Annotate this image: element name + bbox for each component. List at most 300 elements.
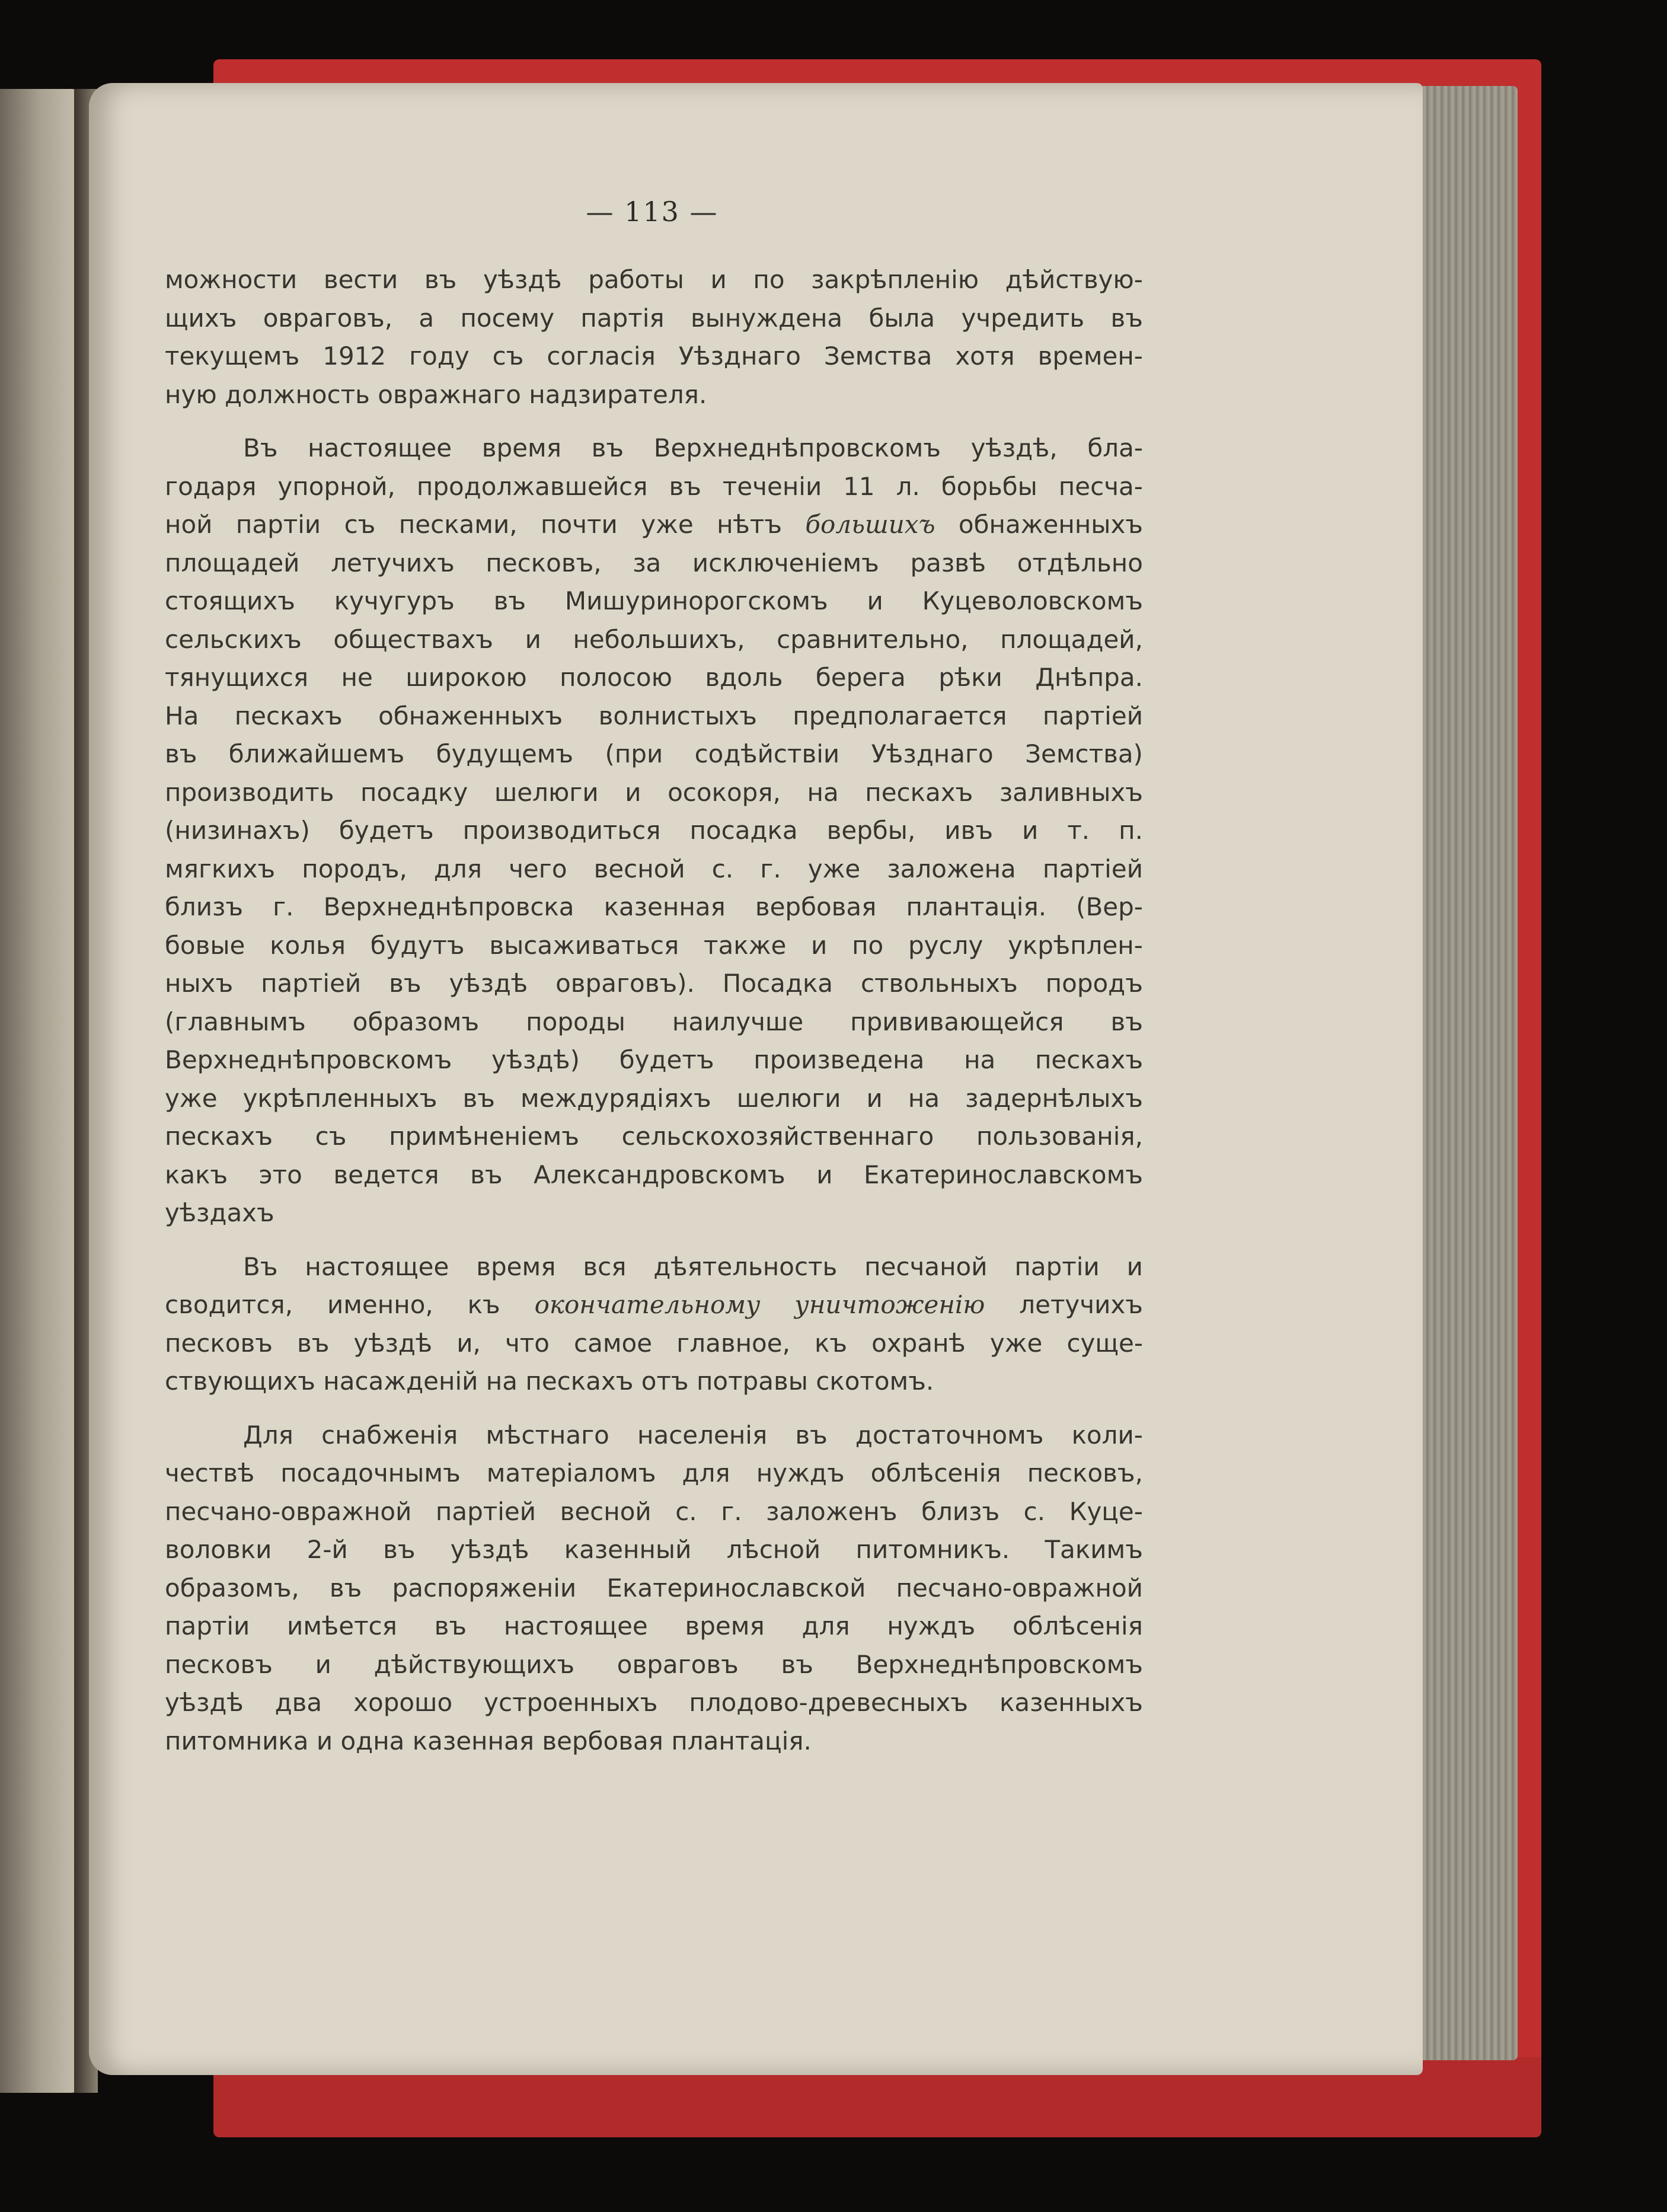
word: укрѣпленныхъ [242, 1083, 437, 1113]
word: Верхнеднѣпровскомъ [653, 433, 941, 462]
text-line [165, 774, 1143, 812]
word: для [801, 1611, 850, 1640]
word: въ [470, 1160, 503, 1189]
word: по [753, 265, 785, 294]
word: 2-й [306, 1535, 348, 1564]
page-text [165, 261, 1143, 1760]
word: волнистыхъ [598, 701, 757, 730]
word: теченіи [722, 471, 822, 501]
word: казенный [564, 1535, 692, 1564]
word: площадей, [1000, 624, 1143, 654]
text-line [165, 582, 1143, 621]
word: будутъ [370, 930, 465, 960]
word: не [341, 663, 373, 692]
word: партія [580, 303, 665, 333]
page-number: — 113 — [586, 196, 718, 228]
word: 11 [843, 471, 875, 501]
word: уѣздахъ [165, 1198, 274, 1227]
word: ствующихъ [165, 1367, 324, 1396]
word: Земства) [1025, 739, 1143, 768]
text-line [165, 1416, 1143, 1455]
word: также [704, 930, 787, 960]
word: песчано-овражной [165, 1496, 412, 1526]
word: тянущихся [165, 663, 309, 692]
word: заложенъ [766, 1496, 898, 1526]
word: песковъ, [1027, 1458, 1143, 1488]
word: Куцеволовскомъ [922, 586, 1143, 615]
word: дѣйствующихъ [373, 1649, 575, 1679]
word: и [525, 624, 541, 654]
word: потравы [696, 1367, 816, 1396]
word: вербы, [826, 816, 916, 845]
word: г. [721, 1496, 742, 1526]
word: уѣздѣ [449, 969, 528, 998]
word: ивъ [944, 816, 994, 845]
word: надзирателя. [529, 379, 707, 409]
word: плодово-древесныхъ [689, 1688, 969, 1717]
word: обнаженныхъ [958, 510, 1143, 539]
text-line [165, 1194, 1143, 1233]
word: хорошо [353, 1688, 453, 1717]
word: лѣсной [726, 1535, 821, 1564]
word: заложена [887, 854, 1016, 883]
word: борьбы [941, 471, 1037, 501]
word: Въ [243, 433, 278, 462]
word: время [481, 433, 561, 462]
word: п. [1119, 816, 1143, 845]
word: годаря [165, 471, 257, 501]
word: близъ [165, 892, 244, 921]
word: уѣздѣ [450, 1535, 529, 1564]
word: широкою [405, 663, 527, 692]
word: шелюги [494, 777, 599, 807]
word: песча- [1058, 471, 1143, 501]
word: уже [641, 510, 694, 539]
word: матеріаломъ [486, 1458, 656, 1488]
text-line [165, 888, 1143, 927]
word: и [710, 265, 727, 294]
text-line [165, 1531, 1143, 1569]
word: какъ [165, 1160, 228, 1189]
word: году [409, 341, 470, 371]
word: упорной, [277, 471, 395, 501]
word: должность [225, 379, 378, 409]
text-line [165, 299, 1143, 338]
text-line [165, 544, 1143, 583]
word: ближайшемъ [228, 739, 405, 768]
paragraph-gap [165, 1401, 1143, 1416]
word: сельскихъ [165, 624, 302, 654]
word: (низинахъ) [165, 816, 310, 845]
text-line [165, 376, 1143, 414]
text-line [165, 621, 1143, 659]
word: т. [1067, 816, 1090, 845]
word: Верхнеднѣпровска [323, 892, 574, 921]
word: казенныхъ [999, 1688, 1143, 1717]
text-line [165, 927, 1143, 965]
word: междурядіяхъ [520, 1083, 711, 1113]
word: облѣсенія [870, 1458, 1001, 1488]
word: въ [383, 1535, 416, 1564]
word: посадка [689, 816, 798, 845]
word: весной [560, 1496, 652, 1526]
text-line [165, 1362, 1143, 1401]
word: время [685, 1611, 765, 1640]
word: полосою [560, 663, 672, 692]
word: вся [583, 1252, 627, 1281]
word: закрѣпленію [811, 265, 979, 294]
word: согласія [547, 341, 656, 371]
word: партіи [1014, 1252, 1100, 1281]
text-line [165, 1569, 1143, 1608]
word: питомникъ. [855, 1535, 1010, 1564]
word: казенная [603, 892, 726, 921]
word: бовые [165, 930, 245, 960]
word: уже [989, 1328, 1043, 1358]
word: развѣ [910, 548, 986, 577]
word: времен- [1037, 341, 1143, 371]
word: самое [574, 1328, 653, 1358]
word: и [316, 1726, 341, 1755]
word: казенная [412, 1726, 542, 1755]
text-line [165, 735, 1143, 774]
word: партіи [165, 1611, 250, 1640]
word: въ [329, 1573, 362, 1603]
word: партіей [261, 969, 362, 998]
word: бла- [1087, 433, 1143, 462]
word: щихъ [165, 303, 237, 333]
word: мѣстнаго [486, 1420, 609, 1450]
word: вербовая [755, 892, 877, 921]
word: породы [526, 1007, 625, 1036]
word: уѣздѣ [353, 1328, 433, 1358]
word: въ [1110, 1007, 1143, 1036]
word: уѣздѣ [483, 265, 562, 294]
word: Екатеринославскомъ [863, 1160, 1143, 1189]
word: отъ [641, 1367, 697, 1396]
word: вдоль [705, 663, 783, 692]
word: большихъ [805, 510, 935, 539]
text-line [165, 337, 1143, 376]
word: въ [493, 586, 526, 615]
text-line [165, 965, 1143, 1003]
word: охранѣ [871, 1328, 966, 1358]
word: снабженія [321, 1420, 458, 1450]
word: песковъ [165, 1649, 273, 1679]
word: посадку [360, 777, 468, 807]
word: уѣздѣ, [970, 433, 1058, 462]
word: породъ [1045, 969, 1143, 998]
word: кучугуръ [334, 586, 455, 615]
word: Въ [243, 1252, 278, 1281]
word: г. [273, 892, 294, 921]
word: Верхнеднѣпровскомъ [855, 1649, 1143, 1679]
text-line [165, 468, 1143, 506]
word: въ [424, 265, 457, 294]
word: чего [509, 854, 567, 883]
word: исключеніемъ [692, 548, 879, 577]
word: съ [344, 510, 376, 539]
text-line [165, 1041, 1143, 1080]
word: имѣется [287, 1611, 397, 1640]
word: Верхнеднѣпровскомъ [165, 1045, 452, 1074]
word: дѣятельность [653, 1252, 838, 1281]
word: уничтоженію [794, 1290, 985, 1319]
word: берега [815, 663, 906, 692]
word: была [868, 303, 935, 333]
text-line [165, 1248, 1143, 1287]
word: Для [243, 1420, 293, 1450]
word: обществахъ [333, 624, 493, 654]
word: Посадка [722, 969, 834, 998]
word: будетъ [338, 816, 434, 845]
word: коли- [1071, 1420, 1143, 1450]
text-line [165, 1454, 1143, 1493]
word: стоящихъ [165, 586, 295, 615]
text-line [165, 1493, 1143, 1531]
word: учредить [961, 303, 1085, 333]
word: хотя [955, 341, 1015, 371]
word: Александровскомъ [533, 1160, 785, 1189]
word: вынуждена [691, 303, 843, 333]
paragraph-gap [165, 414, 1143, 429]
word: для [433, 854, 483, 883]
word: въ [1110, 303, 1143, 333]
word: с. [1023, 1496, 1046, 1526]
word: настоящее [503, 1611, 648, 1640]
word: песчаной [864, 1252, 988, 1281]
word: можности [165, 265, 298, 294]
word: образомъ, [165, 1573, 299, 1603]
word: площадей [165, 548, 300, 577]
word: 1912 [322, 341, 387, 371]
word: произведена [753, 1045, 925, 1074]
text-line [165, 1722, 1143, 1761]
word: руслу [908, 930, 983, 960]
word: высаживаться [489, 930, 679, 960]
word: Днѣпра. [1035, 663, 1143, 692]
word: образомъ [352, 1007, 480, 1036]
word: мягкихъ [165, 854, 276, 883]
word: Уѣзднаго [678, 341, 801, 371]
word: партіи [235, 510, 321, 539]
word: примѣненіемъ [389, 1122, 580, 1151]
word: нуждъ [887, 1611, 976, 1640]
word: рѣки [938, 663, 1002, 692]
word: вести [323, 265, 398, 294]
word: заливныхъ [999, 777, 1143, 807]
word: песчано-овражной [896, 1573, 1143, 1603]
word: и [816, 1160, 833, 1189]
word: дѣйствую- [1005, 265, 1143, 294]
word: а [419, 303, 435, 333]
word: летучихъ [331, 548, 455, 577]
word: задернѣлыхъ [965, 1083, 1143, 1113]
text-line [165, 697, 1143, 736]
paragraph-gap [165, 1233, 1143, 1248]
word: овраговъ [617, 1649, 739, 1679]
word: отдѣльно [1017, 548, 1143, 577]
word: нѣтъ [717, 510, 782, 539]
word: шелюги [736, 1083, 841, 1113]
word: въ [389, 969, 421, 998]
word: и [811, 930, 828, 960]
word: съ [315, 1122, 347, 1151]
word: (при [605, 739, 663, 768]
word: и, [456, 1328, 481, 1358]
word: пескахъ [865, 777, 973, 807]
word: предполагается [793, 701, 1007, 730]
word: будущемъ [436, 739, 574, 768]
word: къ [815, 1328, 848, 1358]
word: на [964, 1045, 996, 1074]
word: съ [492, 341, 524, 371]
word: въ [795, 1420, 828, 1450]
text-line [165, 1684, 1143, 1722]
word: въ [781, 1649, 813, 1679]
text-line [165, 1607, 1143, 1646]
word: уѣздѣ) [491, 1045, 580, 1074]
word: по [852, 930, 884, 960]
word: близъ [921, 1496, 1000, 1526]
text-line [165, 429, 1143, 468]
word: наилучше [672, 1007, 804, 1036]
word: воловки [165, 1535, 272, 1564]
word: осокоря, [668, 777, 781, 807]
text-line [165, 1080, 1143, 1118]
word: весной [593, 854, 685, 883]
word: сравнительно, [777, 624, 969, 654]
word: облѣсенія [1012, 1611, 1143, 1640]
word: и [1022, 816, 1039, 845]
word: для [682, 1458, 730, 1488]
word: уѣздѣ [165, 1688, 244, 1717]
word: песками, [398, 510, 518, 539]
word: овраговъ, [263, 303, 393, 333]
word: суще- [1066, 1328, 1143, 1358]
word: летучихъ [1019, 1290, 1143, 1319]
word: сельскохозяйственнаго [621, 1122, 934, 1151]
word: распоряженіи [392, 1573, 577, 1603]
word: небольшихъ, [573, 624, 745, 654]
word: с. [675, 1496, 697, 1526]
word: скотомъ. [816, 1367, 934, 1396]
word: содѣйствіи [694, 739, 840, 768]
word: достаточномъ [855, 1420, 1044, 1450]
word: на [908, 1083, 940, 1113]
word: партіей [1042, 701, 1143, 730]
word: (Вер- [1076, 892, 1143, 921]
word: посадочнымъ [280, 1458, 461, 1488]
word: что [504, 1328, 550, 1358]
text-line [165, 506, 1143, 544]
word: Такимъ [1045, 1535, 1143, 1564]
word: въ [669, 471, 701, 501]
word: партіей [435, 1496, 536, 1526]
word: укрѣплен- [1008, 930, 1143, 960]
word: главное, [676, 1328, 790, 1358]
word: производить [165, 777, 334, 807]
text-line [165, 1286, 1143, 1324]
word: текущемъ [165, 341, 300, 371]
word: песковъ [165, 1328, 273, 1358]
word: Куце- [1069, 1496, 1143, 1526]
word: населенія [637, 1420, 768, 1450]
word: с. [711, 854, 734, 883]
word: пользованія, [976, 1122, 1143, 1151]
word: ныхъ [165, 969, 234, 998]
word: къ [467, 1290, 500, 1319]
word: одна [340, 1726, 413, 1755]
text-line [165, 812, 1143, 850]
word: Мишуринорогскомъ [564, 586, 828, 615]
word: на [807, 777, 839, 807]
word: породъ, [302, 854, 407, 883]
word: сводится, [165, 1290, 293, 1319]
word: песковъ, [486, 548, 602, 577]
word: ведется [333, 1160, 439, 1189]
word: и [1126, 1252, 1143, 1281]
word: въ [462, 1083, 495, 1113]
word: и [867, 586, 883, 615]
word: окончательному [534, 1290, 761, 1319]
word: Уѣзднаго [871, 739, 994, 768]
word: производиться [462, 816, 661, 845]
word: настоящее [308, 433, 452, 462]
word: въ [591, 433, 624, 462]
word: и [866, 1083, 883, 1113]
text-line [165, 1324, 1143, 1363]
word: на [486, 1367, 526, 1396]
word: пескахъ [165, 1122, 273, 1151]
word: въ [434, 1611, 467, 1640]
word: Земства [823, 341, 933, 371]
word: настоящее [305, 1252, 449, 1281]
text-line [165, 1003, 1143, 1042]
word: колья [270, 930, 346, 960]
word: посему [460, 303, 555, 333]
word: нуждъ [756, 1458, 845, 1488]
word: ной [165, 510, 213, 539]
word: г. [760, 854, 781, 883]
word: насажденій [323, 1367, 486, 1396]
word: л. [896, 471, 920, 501]
word: это [258, 1160, 302, 1189]
word: (главнымъ [165, 1007, 306, 1036]
text-line [165, 261, 1143, 299]
word: продолжавшейся [416, 471, 648, 501]
word: работы [588, 265, 684, 294]
text-line [165, 850, 1143, 889]
word: вербовая [542, 1726, 672, 1755]
word: пескахъ [234, 701, 343, 730]
text-line [165, 1118, 1143, 1156]
word: и [315, 1649, 331, 1679]
word: два [274, 1688, 322, 1717]
word: за [633, 548, 662, 577]
word: плантація. [906, 892, 1047, 921]
word: овраговъ). [555, 969, 695, 998]
word: ствольныхъ [860, 969, 1018, 998]
word: въ [165, 739, 197, 768]
word: Екатеринославской [606, 1573, 866, 1603]
word: партіей [1042, 854, 1143, 883]
word: именно, [327, 1290, 433, 1319]
word: обнаженныхъ [378, 701, 563, 730]
word: питомника [165, 1726, 317, 1755]
word: На [165, 701, 199, 730]
word: пескахъ [525, 1367, 641, 1396]
